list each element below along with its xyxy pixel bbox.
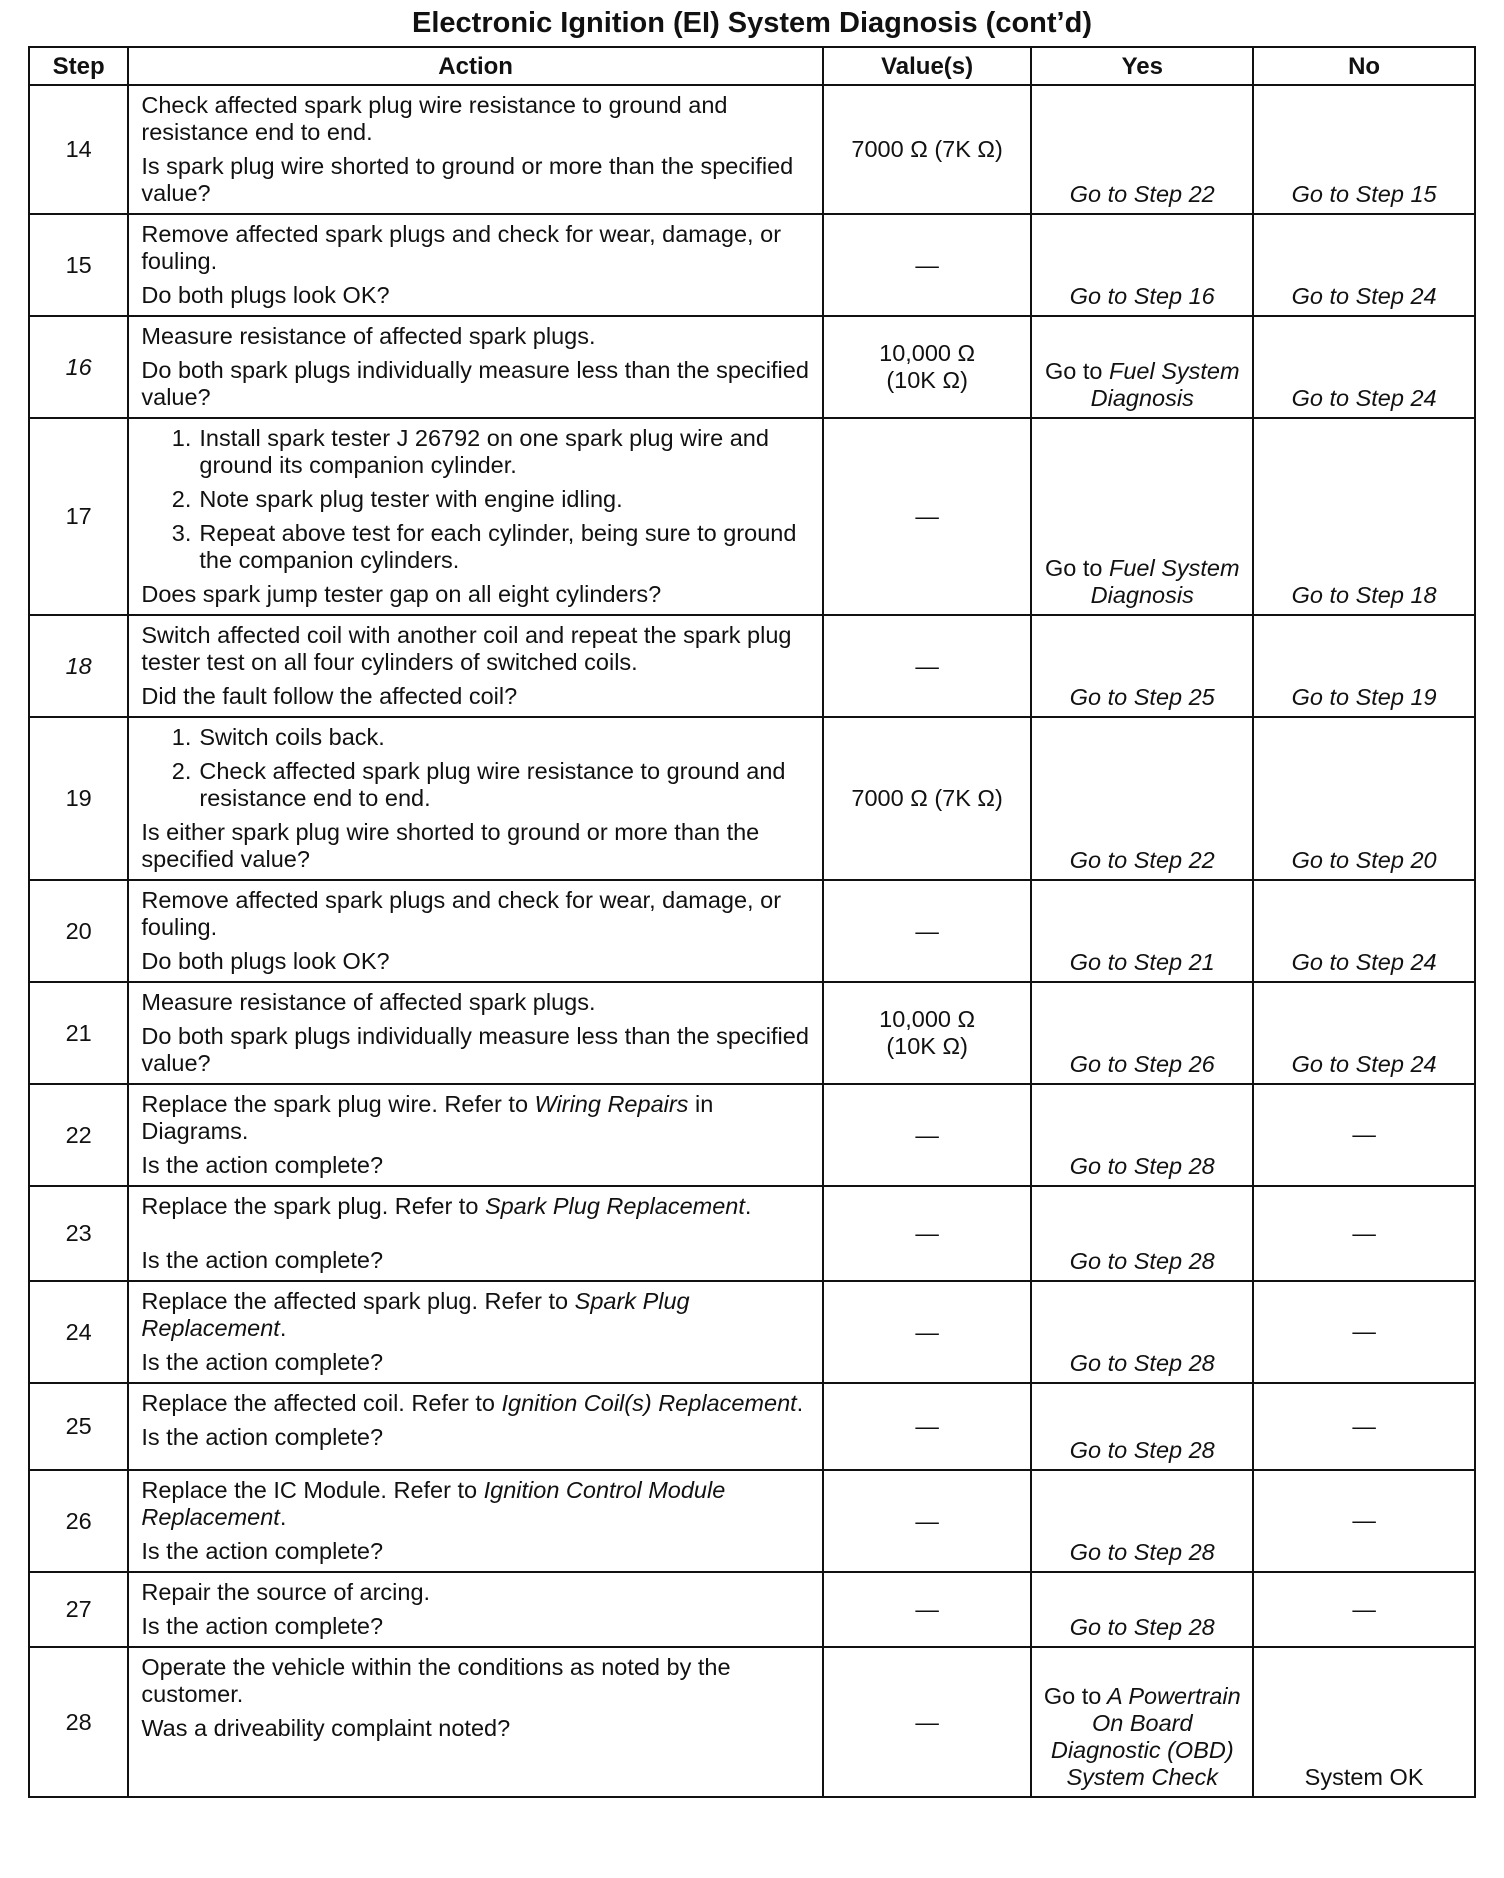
table-row bbox=[29, 1647, 1475, 1797]
yes-reference: Fuel System Diagnosis bbox=[1090, 555, 1240, 608]
yes-cell: Go to Step 28 bbox=[1031, 1186, 1253, 1281]
value-cell: — bbox=[823, 1186, 1031, 1281]
no-cell: — bbox=[1253, 1084, 1475, 1186]
value-cell: — bbox=[823, 418, 1031, 615]
action-question: Do both plugs look OK? bbox=[141, 948, 390, 974]
table-row bbox=[29, 1186, 1475, 1281]
yes-cell: Go to Step 28 bbox=[1031, 1281, 1253, 1383]
action-cell bbox=[128, 1186, 823, 1281]
yes-cell: Go to Step 16 bbox=[1031, 214, 1253, 316]
action-text: Check affected spark plug wire resistance to ground and resistance end to end. bbox=[141, 92, 728, 145]
value-cell bbox=[823, 316, 1031, 418]
no-cell: Go to Step 24 bbox=[1253, 316, 1475, 418]
header-values: Value(s) bbox=[823, 47, 1031, 85]
no-cell: Go to Step 24 bbox=[1253, 214, 1475, 316]
action-cell bbox=[128, 85, 823, 214]
yes-cell: Go to Step 25 bbox=[1031, 615, 1253, 717]
value-line: 10,000 Ω bbox=[879, 340, 976, 366]
table-row bbox=[29, 1084, 1475, 1186]
value-cell: — bbox=[823, 214, 1031, 316]
reference-link: Ignition Coil(s) Replacement bbox=[501, 1390, 797, 1416]
action-text: Repair the source of arcing. bbox=[141, 1579, 431, 1605]
value-cell: — bbox=[823, 1383, 1031, 1470]
action-text bbox=[141, 1477, 812, 1531]
action-cell bbox=[128, 1572, 823, 1647]
reference-link: Ignition Control Module Replacement bbox=[141, 1477, 726, 1530]
no-cell: — bbox=[1253, 1383, 1475, 1470]
table-row bbox=[29, 880, 1475, 982]
action-question: Did the fault follow the affected coil? bbox=[141, 683, 518, 709]
action-text-tail: . bbox=[279, 1315, 287, 1341]
no-cell: — bbox=[1253, 1281, 1475, 1383]
value-cell: — bbox=[823, 1572, 1031, 1647]
yes-prefix: Go to bbox=[1044, 358, 1103, 384]
action-cell bbox=[128, 1470, 823, 1572]
action-text: Measure resistance of affected spark plugs. bbox=[141, 989, 596, 1015]
document-title: Electronic Ignition (EI) System Diagnosis (cont’d) bbox=[412, 7, 1092, 39]
substep-number: 3. bbox=[171, 520, 192, 546]
action-text bbox=[141, 1193, 812, 1220]
action-text bbox=[141, 1288, 812, 1342]
action-question: Is the action complete? bbox=[141, 1613, 384, 1639]
value-cell bbox=[823, 982, 1031, 1084]
yes-cell bbox=[1031, 418, 1253, 615]
no-cell: — bbox=[1253, 1470, 1475, 1572]
action-text-tail: in Diagrams. bbox=[141, 1091, 714, 1144]
yes-reference: A Powertrain On Board Diagnostic (OBD) System Check bbox=[1050, 1683, 1241, 1790]
action-cell bbox=[128, 1084, 823, 1186]
action-question: Is the action complete? bbox=[141, 1349, 384, 1375]
substep-number: 2. bbox=[171, 486, 192, 512]
no-cell: Go to Step 15 bbox=[1253, 85, 1475, 214]
table-row bbox=[29, 85, 1475, 214]
no-cell: — bbox=[1253, 1186, 1475, 1281]
table-row bbox=[29, 717, 1475, 880]
step-number: 19 bbox=[29, 717, 128, 880]
action-text-tail: . bbox=[796, 1390, 804, 1416]
yes-cell bbox=[1031, 316, 1253, 418]
table-row bbox=[29, 418, 1475, 615]
step-number: 15 bbox=[29, 214, 128, 316]
step-number: 16 bbox=[29, 316, 128, 418]
action-text-tail: . bbox=[279, 1504, 287, 1530]
yes-cell: Go to Step 28 bbox=[1031, 1470, 1253, 1572]
step-number: 24 bbox=[29, 1281, 128, 1383]
substep-number: 1. bbox=[171, 724, 192, 750]
header-yes: Yes bbox=[1031, 47, 1253, 85]
reference-link: Spark Plug Replacement bbox=[141, 1288, 690, 1341]
no-cell: Go to Step 20 bbox=[1253, 717, 1475, 880]
no-cell: Go to Step 18 bbox=[1253, 418, 1475, 615]
substep bbox=[141, 758, 812, 812]
action-cell bbox=[128, 717, 823, 880]
yes-prefix: Go to bbox=[1043, 1683, 1102, 1709]
table-row bbox=[29, 982, 1475, 1084]
diagnosis-table bbox=[28, 46, 1476, 1798]
no-cell: Go to Step 24 bbox=[1253, 880, 1475, 982]
substep-text: Check affected spark plug wire resistance to ground and resistance end to end. bbox=[199, 758, 786, 811]
table-header-row bbox=[29, 47, 1475, 85]
yes-cell: Go to Step 22 bbox=[1031, 85, 1253, 214]
step-number: 20 bbox=[29, 880, 128, 982]
value-cell: 7000 Ω (7K Ω) bbox=[823, 717, 1031, 880]
action-cell bbox=[128, 316, 823, 418]
action-text-lead: Replace the spark plug wire. Refer to bbox=[141, 1091, 535, 1117]
action-cell bbox=[128, 1647, 823, 1797]
substep bbox=[141, 520, 812, 574]
yes-cell: Go to Step 28 bbox=[1031, 1383, 1253, 1470]
action-question: Do both plugs look OK? bbox=[141, 282, 390, 308]
yes-cell: Go to Step 21 bbox=[1031, 880, 1253, 982]
step-number: 17 bbox=[29, 418, 128, 615]
yes-cell: Go to Step 28 bbox=[1031, 1572, 1253, 1647]
yes-reference: Fuel System Diagnosis bbox=[1090, 358, 1240, 411]
no-cell: Go to Step 19 bbox=[1253, 615, 1475, 717]
action-text bbox=[141, 1091, 812, 1145]
action-cell bbox=[128, 615, 823, 717]
reference-link: Spark Plug Replacement bbox=[484, 1193, 745, 1219]
action-question: Was a driveability complaint noted? bbox=[141, 1715, 511, 1741]
step-number: 23 bbox=[29, 1186, 128, 1281]
value-cell: — bbox=[823, 1084, 1031, 1186]
value-line: (10K Ω) bbox=[886, 1033, 968, 1059]
header-no: No bbox=[1253, 47, 1475, 85]
yes-cell: Go to Step 22 bbox=[1031, 717, 1253, 880]
action-text: Measure resistance of affected spark plugs. bbox=[141, 323, 596, 349]
action-text: Operate the vehicle within the conditions as noted by the customer. bbox=[141, 1654, 731, 1707]
table-row bbox=[29, 1572, 1475, 1647]
substep-text: Switch coils back. bbox=[199, 724, 385, 750]
no-cell: Go to Step 24 bbox=[1253, 982, 1475, 1084]
value-cell: 7000 Ω (7K Ω) bbox=[823, 85, 1031, 214]
substep-text: Note spark plug tester with engine idling. bbox=[199, 486, 623, 512]
header-step: Step bbox=[29, 47, 128, 85]
table-row bbox=[29, 1470, 1475, 1572]
substep-text: Install spark tester J 26792 on one spark plug wire and ground its companion cylinder. bbox=[199, 425, 769, 478]
step-number: 25 bbox=[29, 1383, 128, 1470]
value-cell: — bbox=[823, 1647, 1031, 1797]
action-cell bbox=[128, 214, 823, 316]
step-number: 26 bbox=[29, 1470, 128, 1572]
action-question: Is the action complete? bbox=[141, 1152, 384, 1178]
action-question: Is the action complete? bbox=[141, 1424, 384, 1450]
table-row bbox=[29, 1383, 1475, 1470]
action-question: Does spark jump tester gap on all eight cylinders? bbox=[141, 581, 662, 607]
step-number: 28 bbox=[29, 1647, 128, 1797]
substep bbox=[141, 724, 812, 751]
value-cell: — bbox=[823, 1470, 1031, 1572]
action-cell bbox=[128, 418, 823, 615]
no-cell: — bbox=[1253, 1572, 1475, 1647]
action-question: Do both spark plugs individually measure less than the specified value? bbox=[141, 1023, 809, 1076]
value-cell: — bbox=[823, 615, 1031, 717]
substep-number: 1. bbox=[171, 425, 192, 451]
action-text: Remove affected spark plugs and check for wear, damage, or fouling. bbox=[141, 221, 782, 274]
table-row bbox=[29, 615, 1475, 717]
value-cell: — bbox=[823, 1281, 1031, 1383]
action-text-lead: Replace the IC Module. Refer to bbox=[141, 1477, 484, 1503]
step-number: 27 bbox=[29, 1572, 128, 1647]
substep bbox=[141, 425, 812, 479]
action-cell bbox=[128, 880, 823, 982]
action-question: Is either spark plug wire shorted to ground or more than the specified value? bbox=[141, 819, 760, 872]
table-row bbox=[29, 1281, 1475, 1383]
action-question: Is the action complete? bbox=[141, 1247, 384, 1273]
yes-prefix: Go to bbox=[1044, 555, 1103, 581]
step-number: 21 bbox=[29, 982, 128, 1084]
action-text-lead: Replace the spark plug. Refer to bbox=[141, 1193, 485, 1219]
action-text: Remove affected spark plugs and check for wear, damage, or fouling. bbox=[141, 887, 782, 940]
action-text: Switch affected coil with another coil and repeat the spark plug tester test on all four cylinders of switched coils. bbox=[141, 622, 792, 675]
step-number: 14 bbox=[29, 85, 128, 214]
action-question: Is the action complete? bbox=[141, 1538, 384, 1564]
table-row bbox=[29, 316, 1475, 418]
step-number: 22 bbox=[29, 1084, 128, 1186]
value-line: 10,000 Ω bbox=[879, 1006, 976, 1032]
substep-number: 2. bbox=[171, 758, 192, 784]
action-cell bbox=[128, 982, 823, 1084]
action-question: Do both spark plugs individually measure less than the specified value? bbox=[141, 357, 809, 410]
action-text-lead: Replace the affected coil. Refer to bbox=[141, 1390, 502, 1416]
yes-cell: Go to Step 28 bbox=[1031, 1084, 1253, 1186]
header-action: Action bbox=[128, 47, 823, 85]
action-cell bbox=[128, 1383, 823, 1470]
value-cell: — bbox=[823, 880, 1031, 982]
reference-link: Wiring Repairs bbox=[534, 1091, 689, 1117]
no-cell: System OK bbox=[1253, 1647, 1475, 1797]
value-line: (10K Ω) bbox=[886, 367, 968, 393]
action-text-lead: Replace the affected spark plug. Refer to bbox=[141, 1288, 575, 1314]
yes-cell: Go to Step 26 bbox=[1031, 982, 1253, 1084]
action-question: Is spark plug wire shorted to ground or more than the specified value? bbox=[141, 153, 794, 206]
yes-cell bbox=[1031, 1647, 1253, 1797]
substep bbox=[141, 486, 812, 513]
action-cell bbox=[128, 1281, 823, 1383]
step-number: 18 bbox=[29, 615, 128, 717]
table-row bbox=[29, 214, 1475, 316]
substep-text: Repeat above test for each cylinder, being sure to ground the companion cylinders. bbox=[199, 520, 797, 573]
action-text-tail: . bbox=[744, 1193, 752, 1219]
action-text bbox=[141, 1390, 812, 1417]
